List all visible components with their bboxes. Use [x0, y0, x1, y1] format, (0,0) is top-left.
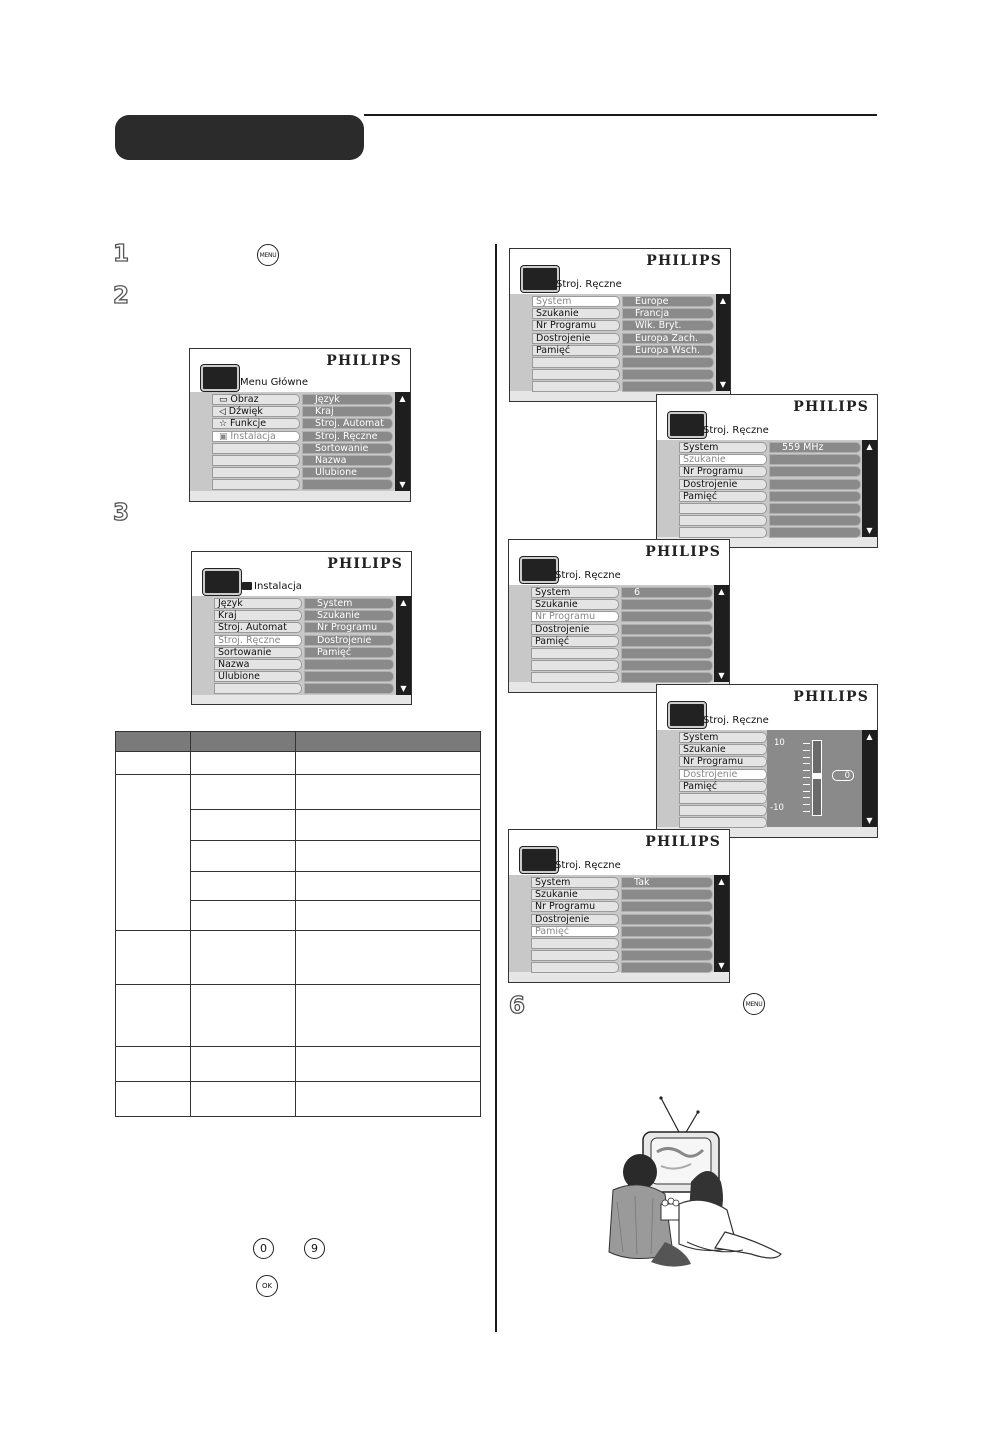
menu-item[interactable]: Ulubione — [214, 671, 302, 682]
scale-tick — [803, 763, 810, 764]
picture-icon: ▭ — [219, 395, 231, 405]
scroll-down-icon: ▼ — [866, 816, 873, 825]
scale-tick — [803, 743, 810, 744]
value-row-empty — [769, 491, 861, 502]
header-rule — [364, 114, 877, 116]
brand-logo: PHILIPS — [645, 834, 721, 850]
scale-max-label: 10 — [774, 738, 785, 748]
table-row — [116, 985, 481, 1047]
value-row-empty — [621, 599, 713, 610]
ok-key-icon: OK — [256, 1275, 278, 1297]
system-option[interactable]: Europa Wsch. — [622, 345, 714, 356]
menu-item[interactable] — [212, 431, 300, 442]
scroll-down-icon: ▼ — [719, 380, 727, 389]
menu-item[interactable]: Pamięć — [679, 491, 767, 502]
scale-tick — [803, 770, 810, 771]
menu-item[interactable]: System — [679, 442, 767, 453]
scrollbar[interactable] — [862, 440, 877, 537]
menu-item[interactable]: Dostrojenie — [531, 624, 619, 635]
menu-item[interactable]: Pamięć — [679, 781, 767, 792]
couple-watching-tv-illustration — [595, 1092, 785, 1272]
menu-item[interactable]: Pamięć — [531, 926, 619, 937]
scale-tick — [803, 777, 810, 778]
value-row-empty — [621, 611, 713, 622]
value-row-empty — [621, 889, 713, 900]
menu-item-empty — [531, 660, 619, 671]
submenu-item[interactable]: Szukanie — [304, 610, 394, 621]
menu-item[interactable]: Stroj. Ręczne — [214, 635, 302, 646]
scrollbar[interactable] — [716, 294, 730, 391]
menu-key-icon: MENU — [743, 993, 765, 1015]
star-icon: ☆ — [219, 419, 230, 430]
system-option-empty — [622, 381, 714, 392]
menu-item[interactable]: System — [532, 296, 620, 307]
menu-item[interactable]: Dostrojenie — [531, 914, 619, 925]
menu-item[interactable]: Dostrojenie — [679, 769, 767, 780]
submenu-item[interactable]: Język — [302, 394, 393, 405]
menu-item[interactable]: Stroj. Automat — [214, 622, 302, 633]
menu-item-empty — [214, 683, 302, 694]
scale-tick — [803, 791, 810, 792]
scroll-up-icon: ▲ — [866, 732, 873, 741]
table-row — [116, 752, 481, 775]
table-row — [116, 1082, 481, 1117]
osd-title: Stroj. Ręczne — [703, 425, 769, 436]
tv-icon — [201, 365, 239, 391]
scroll-up-icon: ▲ — [399, 394, 406, 403]
menu-item-empty — [679, 793, 767, 804]
system-option[interactable]: Francja — [622, 308, 714, 319]
menu-item-empty — [531, 648, 619, 659]
value-row-empty — [621, 962, 713, 973]
menu-item[interactable] — [212, 418, 300, 429]
scroll-up-icon: ▲ — [718, 877, 725, 886]
submenu-item-empty — [302, 479, 393, 490]
osd-title: Stroj. Ręczne — [556, 279, 622, 290]
menu-item-empty — [679, 515, 767, 526]
menu-item[interactable]: Szukanie — [532, 308, 620, 319]
submenu-item[interactable]: System — [304, 598, 394, 609]
osd-menu-glowne — [189, 348, 411, 502]
value-row-empty — [769, 454, 861, 465]
osd-title: Menu Główne — [240, 377, 309, 388]
table-row — [116, 931, 481, 985]
section-tab — [115, 115, 364, 160]
scale-tick — [803, 797, 810, 798]
scroll-up-icon: ▲ — [718, 587, 725, 596]
menu-item[interactable]: Sortowanie — [214, 647, 302, 658]
menu-key-icon: MENU — [257, 244, 279, 266]
brand-logo: PHILIPS — [327, 556, 403, 572]
tv-icon — [521, 266, 559, 292]
speaker-icon: ◁ — [219, 407, 229, 418]
menu-item-label: Instalacja — [230, 430, 276, 442]
menu-item[interactable]: System — [679, 732, 767, 743]
scroll-down-icon: ▼ — [718, 961, 725, 970]
submenu-item-empty — [304, 659, 394, 670]
menu-item[interactable]: Język — [214, 598, 302, 609]
scroll-up-icon: ▲ — [719, 296, 727, 305]
submenu-item[interactable]: Nr Programu — [304, 622, 394, 633]
osd-title: Instalacja — [254, 581, 302, 592]
menu-item-empty — [212, 479, 300, 490]
scroll-down-icon: ▼ — [399, 480, 406, 489]
value-row-empty — [621, 624, 713, 635]
frequency-value: 559 MHz — [769, 442, 861, 453]
step-number-3: 3 — [113, 500, 130, 526]
menu-item-empty — [532, 369, 620, 380]
value-row-empty — [621, 648, 713, 659]
menu-item-empty — [531, 938, 619, 949]
menu-item[interactable] — [212, 406, 300, 417]
settings-table — [115, 731, 481, 1117]
scale-min-label: -10 — [770, 803, 784, 813]
menu-item[interactable] — [212, 394, 300, 405]
scroll-down-icon: ▼ — [400, 684, 407, 693]
menu-item-empty — [679, 527, 767, 538]
step-number-1: 1 — [113, 241, 130, 267]
brand-logo: PHILIPS — [646, 253, 722, 269]
submenu-item[interactable]: Pamięć — [304, 647, 394, 658]
menu-item[interactable]: Nazwa — [214, 659, 302, 670]
menu-item-empty — [531, 672, 619, 683]
brand-logo: PHILIPS — [793, 399, 869, 415]
system-option[interactable]: Europe — [622, 296, 714, 307]
column-divider — [495, 244, 497, 1332]
menu-item[interactable]: Nr Programu — [532, 320, 620, 331]
osd-pamiec — [508, 829, 730, 983]
menu-item[interactable]: Szukanie — [531, 599, 619, 610]
scroll-down-icon: ▼ — [718, 671, 725, 680]
table-header-row — [116, 732, 481, 752]
scrollbar[interactable] — [396, 596, 411, 695]
install-icon: ▣ — [219, 431, 231, 442]
tv-icon — [203, 569, 241, 595]
table-row — [116, 1047, 481, 1082]
brand-logo: PHILIPS — [793, 689, 869, 705]
scrollbar[interactable] — [862, 730, 877, 827]
value-row-empty — [621, 636, 713, 647]
menu-item[interactable]: Nr Programu — [531, 611, 619, 622]
menu-item-empty — [679, 503, 767, 514]
scrollbar[interactable] — [395, 392, 410, 491]
value-row-empty — [621, 901, 713, 912]
menu-item[interactable]: Pamięć — [532, 345, 620, 356]
tv-icon — [668, 702, 706, 728]
submenu-item[interactable]: Stroj. Automat — [302, 418, 393, 429]
menu-item-label: Funkcje — [229, 418, 267, 430]
submenu-item[interactable]: Dostrojenie — [304, 635, 394, 646]
menu-item-empty — [679, 817, 767, 828]
menu-item[interactable]: Szukanie — [531, 889, 619, 900]
osd-szukanie — [656, 394, 878, 548]
osd-dostrojenie — [656, 684, 878, 838]
scale-tick — [803, 784, 810, 785]
slider-thumb[interactable] — [812, 773, 822, 779]
menu-item[interactable]: Nr Programu — [531, 901, 619, 912]
value-row-empty — [621, 938, 713, 949]
scrollbar[interactable] — [714, 585, 729, 682]
menu-item[interactable]: Szukanie — [679, 744, 767, 755]
value-row-empty — [769, 479, 861, 490]
submenu-item[interactable]: Sortowanie — [302, 443, 393, 454]
menu-item-empty — [531, 950, 619, 961]
osd-title: Stroj. Ręczne — [703, 715, 769, 726]
submenu-item-empty — [304, 671, 394, 682]
scroll-down-icon: ▼ — [866, 526, 873, 535]
scale-tick — [803, 750, 810, 751]
value-row-empty — [769, 503, 861, 514]
value-row-empty — [621, 672, 713, 683]
menu-item[interactable]: System — [531, 877, 619, 888]
value-row-empty — [621, 950, 713, 961]
tv-icon — [520, 557, 558, 583]
system-option-empty — [622, 357, 714, 368]
osd-system — [509, 248, 731, 402]
value-row-empty — [621, 660, 713, 671]
program-number-value: 6 — [621, 587, 713, 598]
value-row-empty — [621, 926, 713, 937]
submenu-item[interactable]: Ulubione — [302, 467, 393, 478]
menu-item[interactable]: Dostrojenie — [679, 479, 767, 490]
menu-item-empty — [212, 455, 300, 466]
menu-item-label: Dźwięk — [228, 406, 263, 418]
step-number-2: 2 — [113, 283, 130, 309]
menu-item[interactable]: Szukanie — [679, 454, 767, 465]
memory-value: Tak — [621, 877, 713, 888]
submenu-item[interactable]: Stroj. Ręczne — [302, 431, 393, 442]
brand-logo: PHILIPS — [645, 544, 721, 560]
menu-item[interactable]: Dostrojenie — [532, 333, 620, 344]
osd-instalacja — [191, 551, 412, 705]
menu-item-empty — [212, 443, 300, 454]
install-icon — [242, 582, 252, 590]
menu-item-empty — [212, 467, 300, 478]
menu-item-label: Obraz — [230, 394, 259, 405]
key-9-icon: 9 — [304, 1238, 325, 1259]
osd-title: Stroj. Ręczne — [555, 860, 621, 871]
system-option-empty — [622, 369, 714, 380]
system-option[interactable]: Wlk. Bryt. — [622, 320, 714, 331]
tv-icon — [520, 847, 558, 873]
osd-nr-programu — [508, 539, 730, 693]
scale-tick — [803, 811, 810, 812]
menu-item[interactable]: Nr Programu — [679, 466, 767, 477]
scrollbar[interactable] — [714, 875, 729, 972]
menu-item[interactable]: Kraj — [214, 610, 302, 621]
tv-icon — [668, 412, 706, 438]
step-number-6: 6 — [509, 993, 526, 1019]
value-row-empty — [621, 914, 713, 925]
submenu-item-empty — [304, 683, 394, 694]
osd-title: Stroj. Ręczne — [555, 570, 621, 581]
key-0-icon: 0 — [253, 1238, 274, 1259]
menu-item[interactable]: Pamięć — [531, 636, 619, 647]
submenu-item[interactable]: Kraj — [302, 406, 393, 417]
submenu-item[interactable]: Nazwa — [302, 455, 393, 466]
menu-item-empty — [679, 805, 767, 816]
value-row-empty — [769, 527, 861, 538]
menu-item-empty — [532, 357, 620, 368]
scale-tick — [803, 804, 810, 805]
system-option[interactable]: Europa Zach. — [622, 333, 714, 344]
scroll-up-icon: ▲ — [866, 442, 873, 451]
tuning-value: 0 — [832, 770, 854, 781]
menu-item-empty — [531, 962, 619, 973]
scroll-up-icon: ▲ — [400, 598, 407, 607]
value-row-empty — [769, 466, 861, 477]
scale-tick — [803, 757, 810, 758]
table-row — [116, 775, 481, 810]
menu-item[interactable]: System — [531, 587, 619, 598]
brand-logo: PHILIPS — [326, 353, 402, 369]
menu-item[interactable]: Nr Programu — [679, 756, 767, 767]
value-row-empty — [769, 515, 861, 526]
menu-item-empty — [532, 381, 620, 392]
